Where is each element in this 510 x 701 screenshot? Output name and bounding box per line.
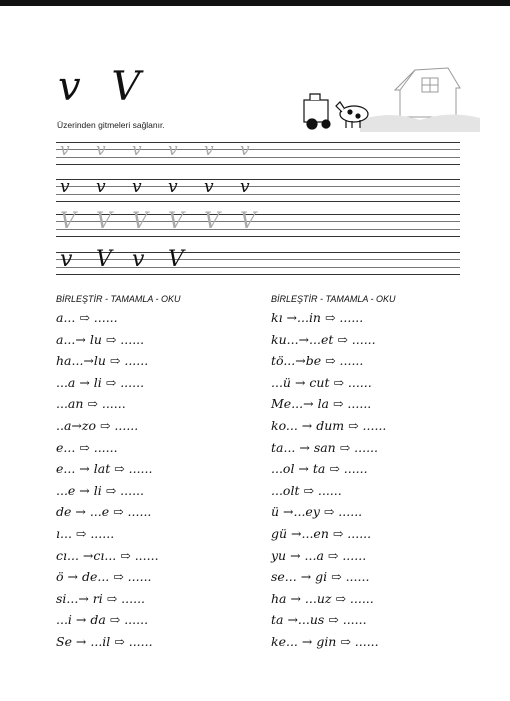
- exercise-item: a... ⇨ ......: [56, 310, 118, 325]
- trace-letter: V: [168, 209, 184, 234]
- exercise-item: yu → ...a ⇨ ......: [271, 547, 367, 563]
- right-exercise-column: [271, 291, 471, 653]
- farm-illustration: [300, 62, 480, 132]
- exercise-item: ı... ⇨ ......: [56, 525, 115, 541]
- trace-letter: v: [132, 140, 142, 160]
- trace-letter: v: [204, 140, 214, 160]
- exercise-item: Me...→ la ⇨ ......: [271, 396, 372, 412]
- exercise-item: kı →...in ⇨ ......: [271, 310, 364, 325]
- exercise-item: ha → ...uz ⇨ ......: [271, 590, 374, 606]
- exercise-item: cı... →cı... ⇨ ......: [56, 547, 159, 563]
- letter-heading: [58, 62, 198, 112]
- lowercase-letter: v: [58, 64, 81, 110]
- tracing-row-3: [56, 209, 460, 237]
- trace-letter: v: [96, 177, 106, 197]
- trace-letter: v: [60, 247, 73, 272]
- exercise-item: ...olt ⇨ ......: [271, 482, 342, 498]
- exercise-item: ta... → san ⇨ ......: [271, 439, 378, 455]
- exercise-item: ..a→zo ⇨ ......: [56, 417, 139, 433]
- exercise-item: ku...→...et ⇨ ......: [271, 331, 376, 347]
- exercise-item: ...ü → cut ⇨ ......: [271, 374, 372, 390]
- exercise-item: ...i → da ⇨ ......: [56, 612, 149, 628]
- exercise-item: ö → de... ⇨ ......: [56, 569, 152, 585]
- exercise-item: ü →...ey ⇨ ......: [271, 504, 363, 520]
- trace-letter: V: [132, 209, 148, 234]
- exercise-item: ...a → li ⇨ ......: [56, 374, 145, 390]
- trace-letter: V: [96, 247, 112, 272]
- exercise-item: ...an ⇨ ......: [56, 396, 126, 412]
- exercise-item: si...→ ri ⇨ ......: [56, 590, 146, 606]
- exercise-item: ko... → dum ⇨ ......: [271, 417, 387, 433]
- trace-letter: V: [240, 209, 256, 234]
- trace-letter: v: [204, 177, 214, 197]
- uppercase-letter: V: [111, 64, 141, 110]
- tracing-row-2: [56, 179, 460, 202]
- column-title: BİRLEŞTİR - TAMAMLA - OKU: [56, 294, 181, 304]
- exercise-item: e... ⇨ ......: [56, 439, 118, 455]
- trace-letter: V: [96, 209, 112, 234]
- tractor-drawing: [304, 94, 330, 129]
- exercise-item: ha...→lu ⇨ ......: [56, 353, 149, 369]
- trace-letter: v: [240, 177, 250, 197]
- trace-letter: V: [168, 247, 184, 272]
- exercise-item: a...→ lu ⇨ ......: [56, 331, 145, 347]
- left-exercise-column: [56, 291, 256, 653]
- exercise-item: Se → ...il ⇨ ......: [56, 633, 153, 649]
- trace-letter: V: [60, 209, 76, 234]
- top-border: [0, 0, 510, 6]
- exercise-item: ta →...us ⇨ ......: [271, 612, 367, 628]
- tracing-row-4: [56, 247, 460, 275]
- exercise-item: tö...→be ⇨ ......: [271, 353, 364, 369]
- exercise-item: gü →...en ⇨ ......: [271, 525, 372, 541]
- exercise-item: se... → gi ⇨ ......: [271, 569, 370, 585]
- trace-letter: v: [60, 140, 70, 160]
- trace-letter: v: [96, 140, 106, 160]
- column-title: BİRLEŞTİR - TAMAMLA - OKU: [271, 294, 396, 304]
- instruction-text: Üzerinden gitmeleri sağlanır.: [57, 120, 165, 130]
- trace-letter: v: [240, 140, 250, 160]
- trace-letter: v: [168, 140, 178, 160]
- trace-letter: V: [204, 209, 220, 234]
- exercise-item: ...e → li ⇨ ......: [56, 482, 144, 498]
- trace-letter: v: [132, 177, 142, 197]
- tracing-row-1: [56, 142, 460, 165]
- trace-letter: v: [60, 177, 70, 197]
- exercise-item: ke... → gin ⇨ ......: [271, 633, 379, 649]
- exercise-item: de → ...e ⇨ ......: [56, 504, 152, 520]
- trace-letter: v: [132, 247, 145, 272]
- house-drawing: [360, 68, 480, 132]
- exercise-item: e... → lat ⇨ ......: [56, 461, 153, 477]
- exercise-item: ...ol → ta ⇨ ......: [271, 461, 368, 477]
- trace-letter: v: [168, 177, 178, 197]
